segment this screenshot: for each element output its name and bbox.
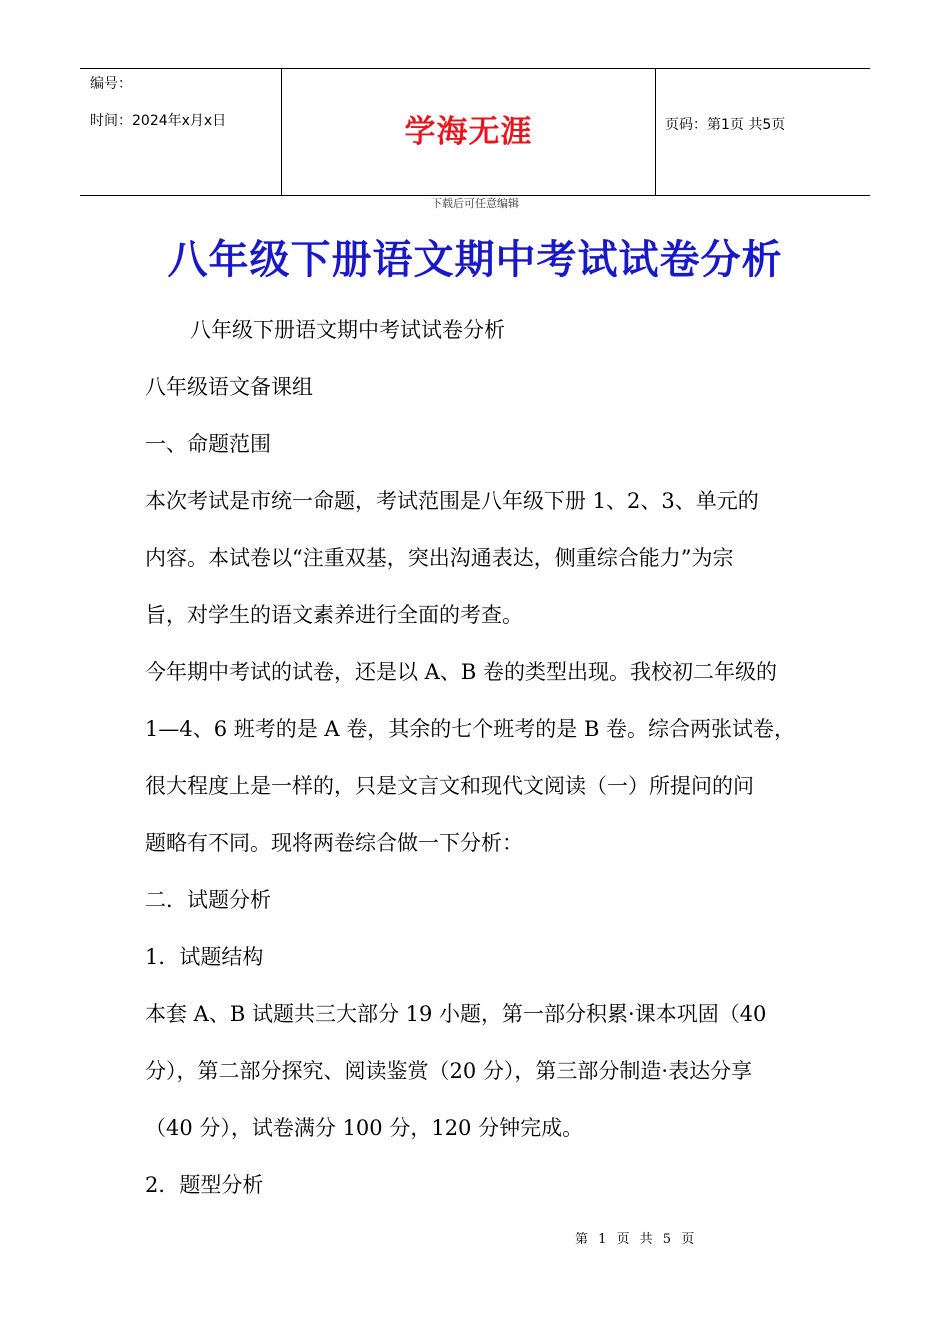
- paragraph-line: 旨，对学生的语文素养进行全面的考查。: [145, 603, 523, 627]
- paragraph-line: 本次考试是市统一命题，考试范围是八年级下册 1、2、3、单元的: [145, 489, 759, 513]
- paragraph-line: 很大程度上是一样的，只是文言文和现代文阅读（一）所提问的问: [145, 774, 754, 798]
- time-label: 时间：2024年x月x日: [90, 113, 227, 129]
- paragraph-line: 分），第二部分探究、阅读鉴赏（20 分），第三部分制造·表达分享: [145, 1059, 753, 1083]
- header-center-cell: [281, 69, 656, 195]
- brand-logo-text: 学海无涯: [404, 114, 533, 150]
- number-label: 编号：: [90, 76, 132, 92]
- header-table: [80, 68, 870, 196]
- header-right-cell: [655, 69, 870, 195]
- paragraph-line: （40 分），试卷满分 100 分，120 分钟完成。: [145, 1116, 584, 1140]
- body-subtitle: 八年级下册语文期中考试试卷分析: [190, 318, 505, 342]
- page-label: 页码：第1页 共5页: [665, 117, 786, 133]
- section-heading: 二．试题分析: [145, 888, 271, 912]
- subsection-heading: 1．试题结构: [145, 945, 264, 969]
- header-left-cell: [80, 69, 280, 195]
- paragraph-line: 今年期中考试的试卷，还是以 A、B 卷的类型出现。我校初二年级的: [145, 660, 777, 684]
- paragraph-line: 本套 A、B 试题共三大部分 19 小题，第一部分积累·课本巩固（40: [145, 1002, 767, 1026]
- paragraph-line: 题略有不同。现将两卷综合做一下分析：: [145, 831, 523, 855]
- author-line: 八年级语文备课组: [145, 375, 313, 399]
- page-footer: 第 1 页 共 5 页: [575, 1232, 698, 1247]
- document-title: 八年级下册语文期中考试试卷分析: [167, 237, 783, 283]
- subsection-heading: 2．题型分析: [145, 1173, 264, 1197]
- paragraph-line: 1—4、6 班考的是 A 卷，其余的七个班考的是 B 卷。综合两张试卷，: [145, 717, 796, 741]
- section-heading: 一、命题范围: [145, 432, 271, 456]
- paragraph-line: 内容。本试卷以“注重双基，突出沟通表达，侧重综合能力”为宗: [145, 546, 734, 570]
- edit-note: 下载后可任意编辑: [431, 197, 519, 210]
